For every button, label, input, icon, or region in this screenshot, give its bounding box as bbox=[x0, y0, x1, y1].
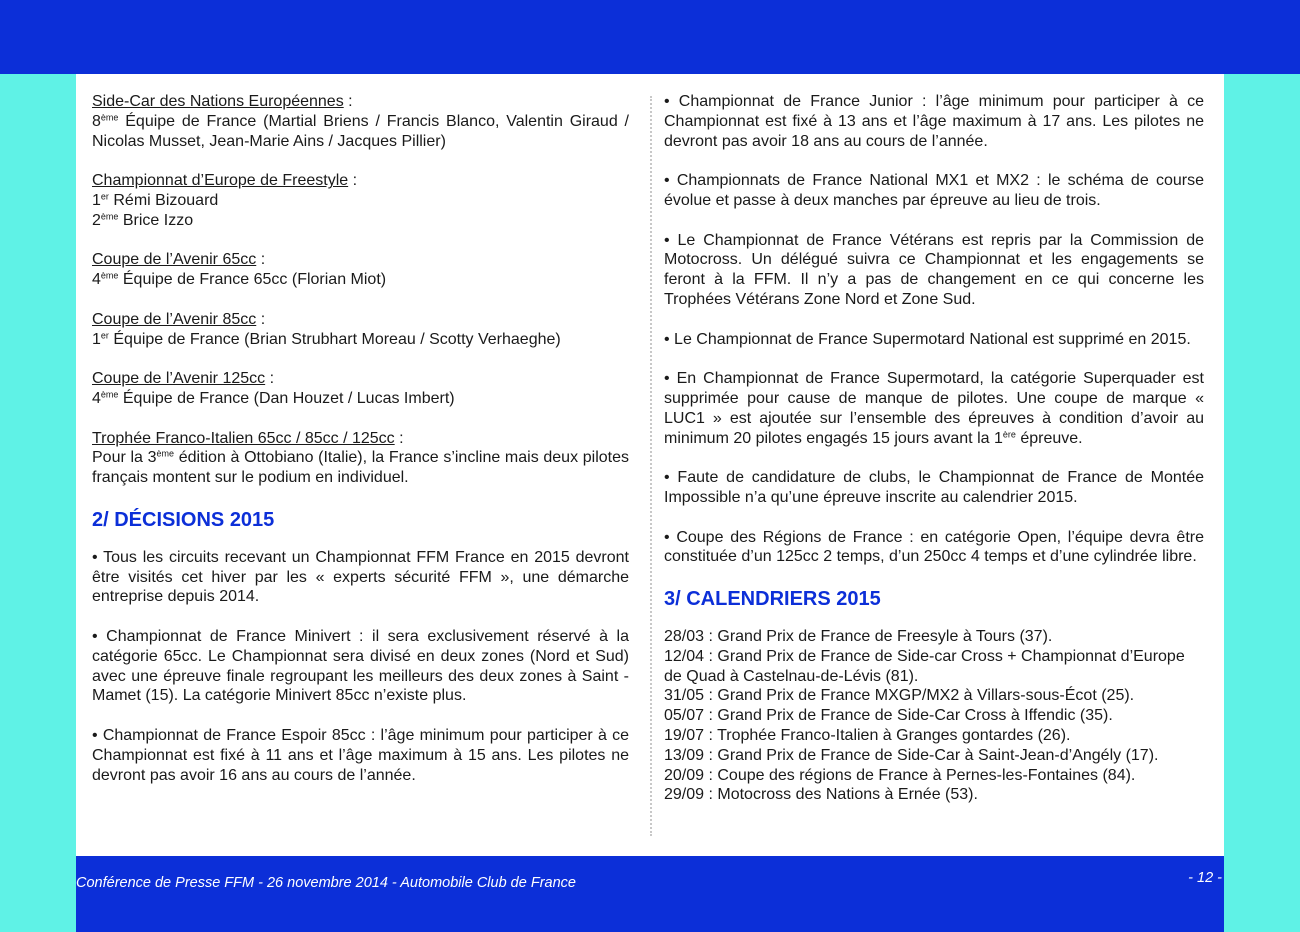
ordinal-suffix: ème bbox=[156, 448, 175, 459]
result-rank: 8 bbox=[92, 112, 101, 130]
footer-caption: Conférence de Presse FFM - 26 novembre 2014 - Automobile Club de France bbox=[76, 875, 576, 891]
right-column bbox=[664, 92, 1204, 805]
result-text: Équipe de France (Martial Briens / Francis Blanco, Valentin Giraud / Nicolas Musset, Jean-Marie Ains / Jacques Pillier) bbox=[92, 112, 629, 150]
decision-item: • Tous les circuits recevant un Championnat FFM France en 2015 devront être visités cet hiver par les « experts sécurité FFM », une démarche entreprise depuis 2014. bbox=[92, 548, 629, 606]
decisions-heading: 2/ DÉCISIONS 2015 bbox=[92, 508, 275, 531]
result-title-text: Trophée Franco-Italien 65cc / 85cc / 125cc bbox=[92, 429, 395, 447]
result-title-text: Coupe de l’Avenir 65cc bbox=[92, 251, 257, 269]
decision-item bbox=[664, 369, 1204, 448]
page-number: - 12 - bbox=[1188, 870, 1222, 886]
result-rank: 1 bbox=[92, 191, 101, 209]
decision-text: • En Championnat de France Supermotard, la catégorie Superquader est supprimée pour cause de manque de pilotes. Une coupe de marque « LUC1 » est ajoutée sur l’ensemble des épreuves à condition d’avoir au minimum 20 pilotes engagés 15 jours avant la 1 bbox=[664, 370, 1204, 447]
calendar-entry: 20/09 : Coupe des régions de France à Pernes-les-Fontaines (84). bbox=[664, 766, 1136, 784]
footer-bar bbox=[76, 856, 1224, 932]
ordinal-suffix: ème bbox=[100, 112, 119, 123]
result-title-colon: : bbox=[256, 251, 266, 269]
result-block bbox=[92, 171, 629, 230]
result-text: Équipe de France (Dan Houzet / Lucas Imbert) bbox=[118, 389, 455, 407]
decision-item: • Championnats de France National MX1 et MX2 : le schéma de course évolue et passe à deux manches par épreuve au lieu de trois. bbox=[664, 172, 1204, 209]
result-title bbox=[92, 310, 629, 330]
calendar-heading: 3/ CALENDRIERS 2015 bbox=[664, 587, 881, 610]
calendar-entry: 31/05 : Grand Prix de France MXGP/MX2 à Villars-sous-Écot (25). bbox=[664, 687, 1135, 705]
result-title-text: Coupe de l’Avenir 85cc bbox=[92, 310, 257, 328]
result-block bbox=[92, 369, 629, 409]
result-block bbox=[92, 250, 629, 290]
result-line bbox=[92, 112, 629, 152]
result-line bbox=[92, 211, 629, 231]
decision-item: • Coupe des Régions de France : en catégorie Open, l’équipe devra être constituée d’un 125cc 2 temps, d’un 250cc 4 temps et d’une cylindrée libre. bbox=[664, 528, 1204, 566]
left-column bbox=[92, 92, 629, 805]
result-title bbox=[92, 369, 629, 389]
calendar-entry: 19/07 : Trophée Franco-Italien à Granges gontardes (26). bbox=[664, 726, 1071, 744]
result-text: Équipe de France 65cc (Florian Miot) bbox=[118, 271, 387, 289]
decision-item: • Championnat de France Espoir 85cc : l’âge minimum pour participer à ce Championnat est fixé à 11 ans et l’âge maximum à 15 ans. Les pilotes ne devront pas avoir 16 ans au cours de l’année. bbox=[92, 726, 629, 784]
result-text: Brice Izzo bbox=[118, 211, 194, 229]
result-title-text: Side-Car des Nations Européennes bbox=[92, 93, 344, 110]
result-title-colon: : bbox=[256, 310, 266, 328]
result-title-text: Coupe de l’Avenir 125cc bbox=[92, 370, 266, 388]
calendar-entry: 05/07 : Grand Prix de France de Side-Car Cross à Iffendic (35). bbox=[664, 707, 1113, 725]
decision-item: • Championnat de France Junior : l’âge minimum pour participer à ce Championnat est fixé à 13 ans et l’âge maximum à 17 ans. Les pilotes ne devront pas avoir 18 ans au cours de l’année. bbox=[664, 93, 1204, 150]
result-title bbox=[92, 171, 629, 191]
decisions-list-left bbox=[92, 548, 629, 786]
result-line bbox=[92, 330, 629, 350]
decision-item: • Le Championnat de France Vétérans est repris par la Commission de Motocross. Un délégué suivra ce Championnat et les engagements se feront à la FFM. Il n’y a pas de changement en ce qui concerne les Trophées Vétérans Zone Nord et Zone Sud. bbox=[664, 231, 1204, 308]
result-title-colon: : bbox=[343, 93, 353, 110]
ordinal-suffix: er bbox=[100, 191, 109, 202]
header-bar bbox=[0, 0, 1300, 74]
calendar-entry: 29/09 : Motocross des Nations à Ernée (53). bbox=[664, 786, 978, 804]
result-title bbox=[92, 429, 629, 449]
result-line bbox=[92, 448, 629, 488]
result-title-colon: : bbox=[265, 370, 275, 388]
calendar-entry: 13/09 : Grand Prix de France de Side-Car à Saint-Jean-d’Angély (17). bbox=[664, 746, 1159, 764]
ordinal-suffix: ère bbox=[1002, 429, 1016, 440]
ordinal-suffix: ème bbox=[100, 389, 119, 400]
decisions-list-right-end bbox=[664, 468, 1204, 567]
result-line bbox=[92, 389, 629, 409]
ordinal-suffix: ème bbox=[100, 270, 119, 281]
ordinal-suffix: ème bbox=[100, 211, 119, 222]
result-rank: 4 bbox=[92, 389, 101, 407]
result-title-colon: : bbox=[394, 429, 404, 447]
result-title bbox=[92, 250, 629, 270]
result-title-text: Championnat d’Europe de Freestyle bbox=[92, 172, 349, 190]
result-block bbox=[92, 429, 629, 488]
result-rank: 2 bbox=[92, 211, 101, 229]
result-rank: 4 bbox=[92, 271, 101, 289]
result-line bbox=[92, 191, 629, 211]
result-title bbox=[92, 92, 629, 112]
result-text: édition à Ottobiano (Italie), la France s’incline mais deux pilotes français montent sur le podium en individuel. bbox=[92, 449, 629, 487]
calendar-list bbox=[664, 627, 1204, 805]
decisions-list-right bbox=[664, 92, 1204, 349]
result-text: Équipe de France (Brian Strubhart Moreau / Scotty Verhaeghe) bbox=[108, 330, 561, 348]
decision-text: épreuve. bbox=[1015, 429, 1083, 447]
result-title-colon: : bbox=[348, 172, 358, 190]
result-rank: 1 bbox=[92, 330, 101, 348]
result-rank: Pour la 3 bbox=[92, 449, 157, 467]
decision-item: • Le Championnat de France Supermotard National est supprimé en 2015. bbox=[664, 330, 1191, 348]
column-divider bbox=[650, 96, 652, 836]
result-block bbox=[92, 92, 629, 151]
ordinal-suffix: er bbox=[100, 330, 109, 341]
result-line bbox=[92, 270, 629, 290]
decision-item: • Championnat de France Minivert : il sera exclusivement réservé à la catégorie 65cc. Le Championnat sera divisé en deux zones (Nord et Sud) avec une épreuve finale regroupant les meilleurs des deux zones à Saint -Mamet (15). La catégorie Minivert 85cc n’existe plus. bbox=[92, 627, 629, 705]
result-block bbox=[92, 310, 629, 350]
results-section bbox=[92, 92, 629, 488]
calendar-entry: 28/03 : Grand Prix de France de Freesyle à Tours (37). bbox=[664, 627, 1053, 645]
result-text: Rémi Bizouard bbox=[108, 191, 219, 209]
calendar-entry: 12/04 : Grand Prix de France de Side-car Cross + Championnat d’Europe de Quad à Castelnau-de-Lévis (81). bbox=[664, 647, 1185, 685]
decision-item: • Faute de candidature de clubs, le Championnat de France de Montée Impossible n’a qu’une épreuve inscrite au calendrier 2015. bbox=[664, 469, 1204, 506]
